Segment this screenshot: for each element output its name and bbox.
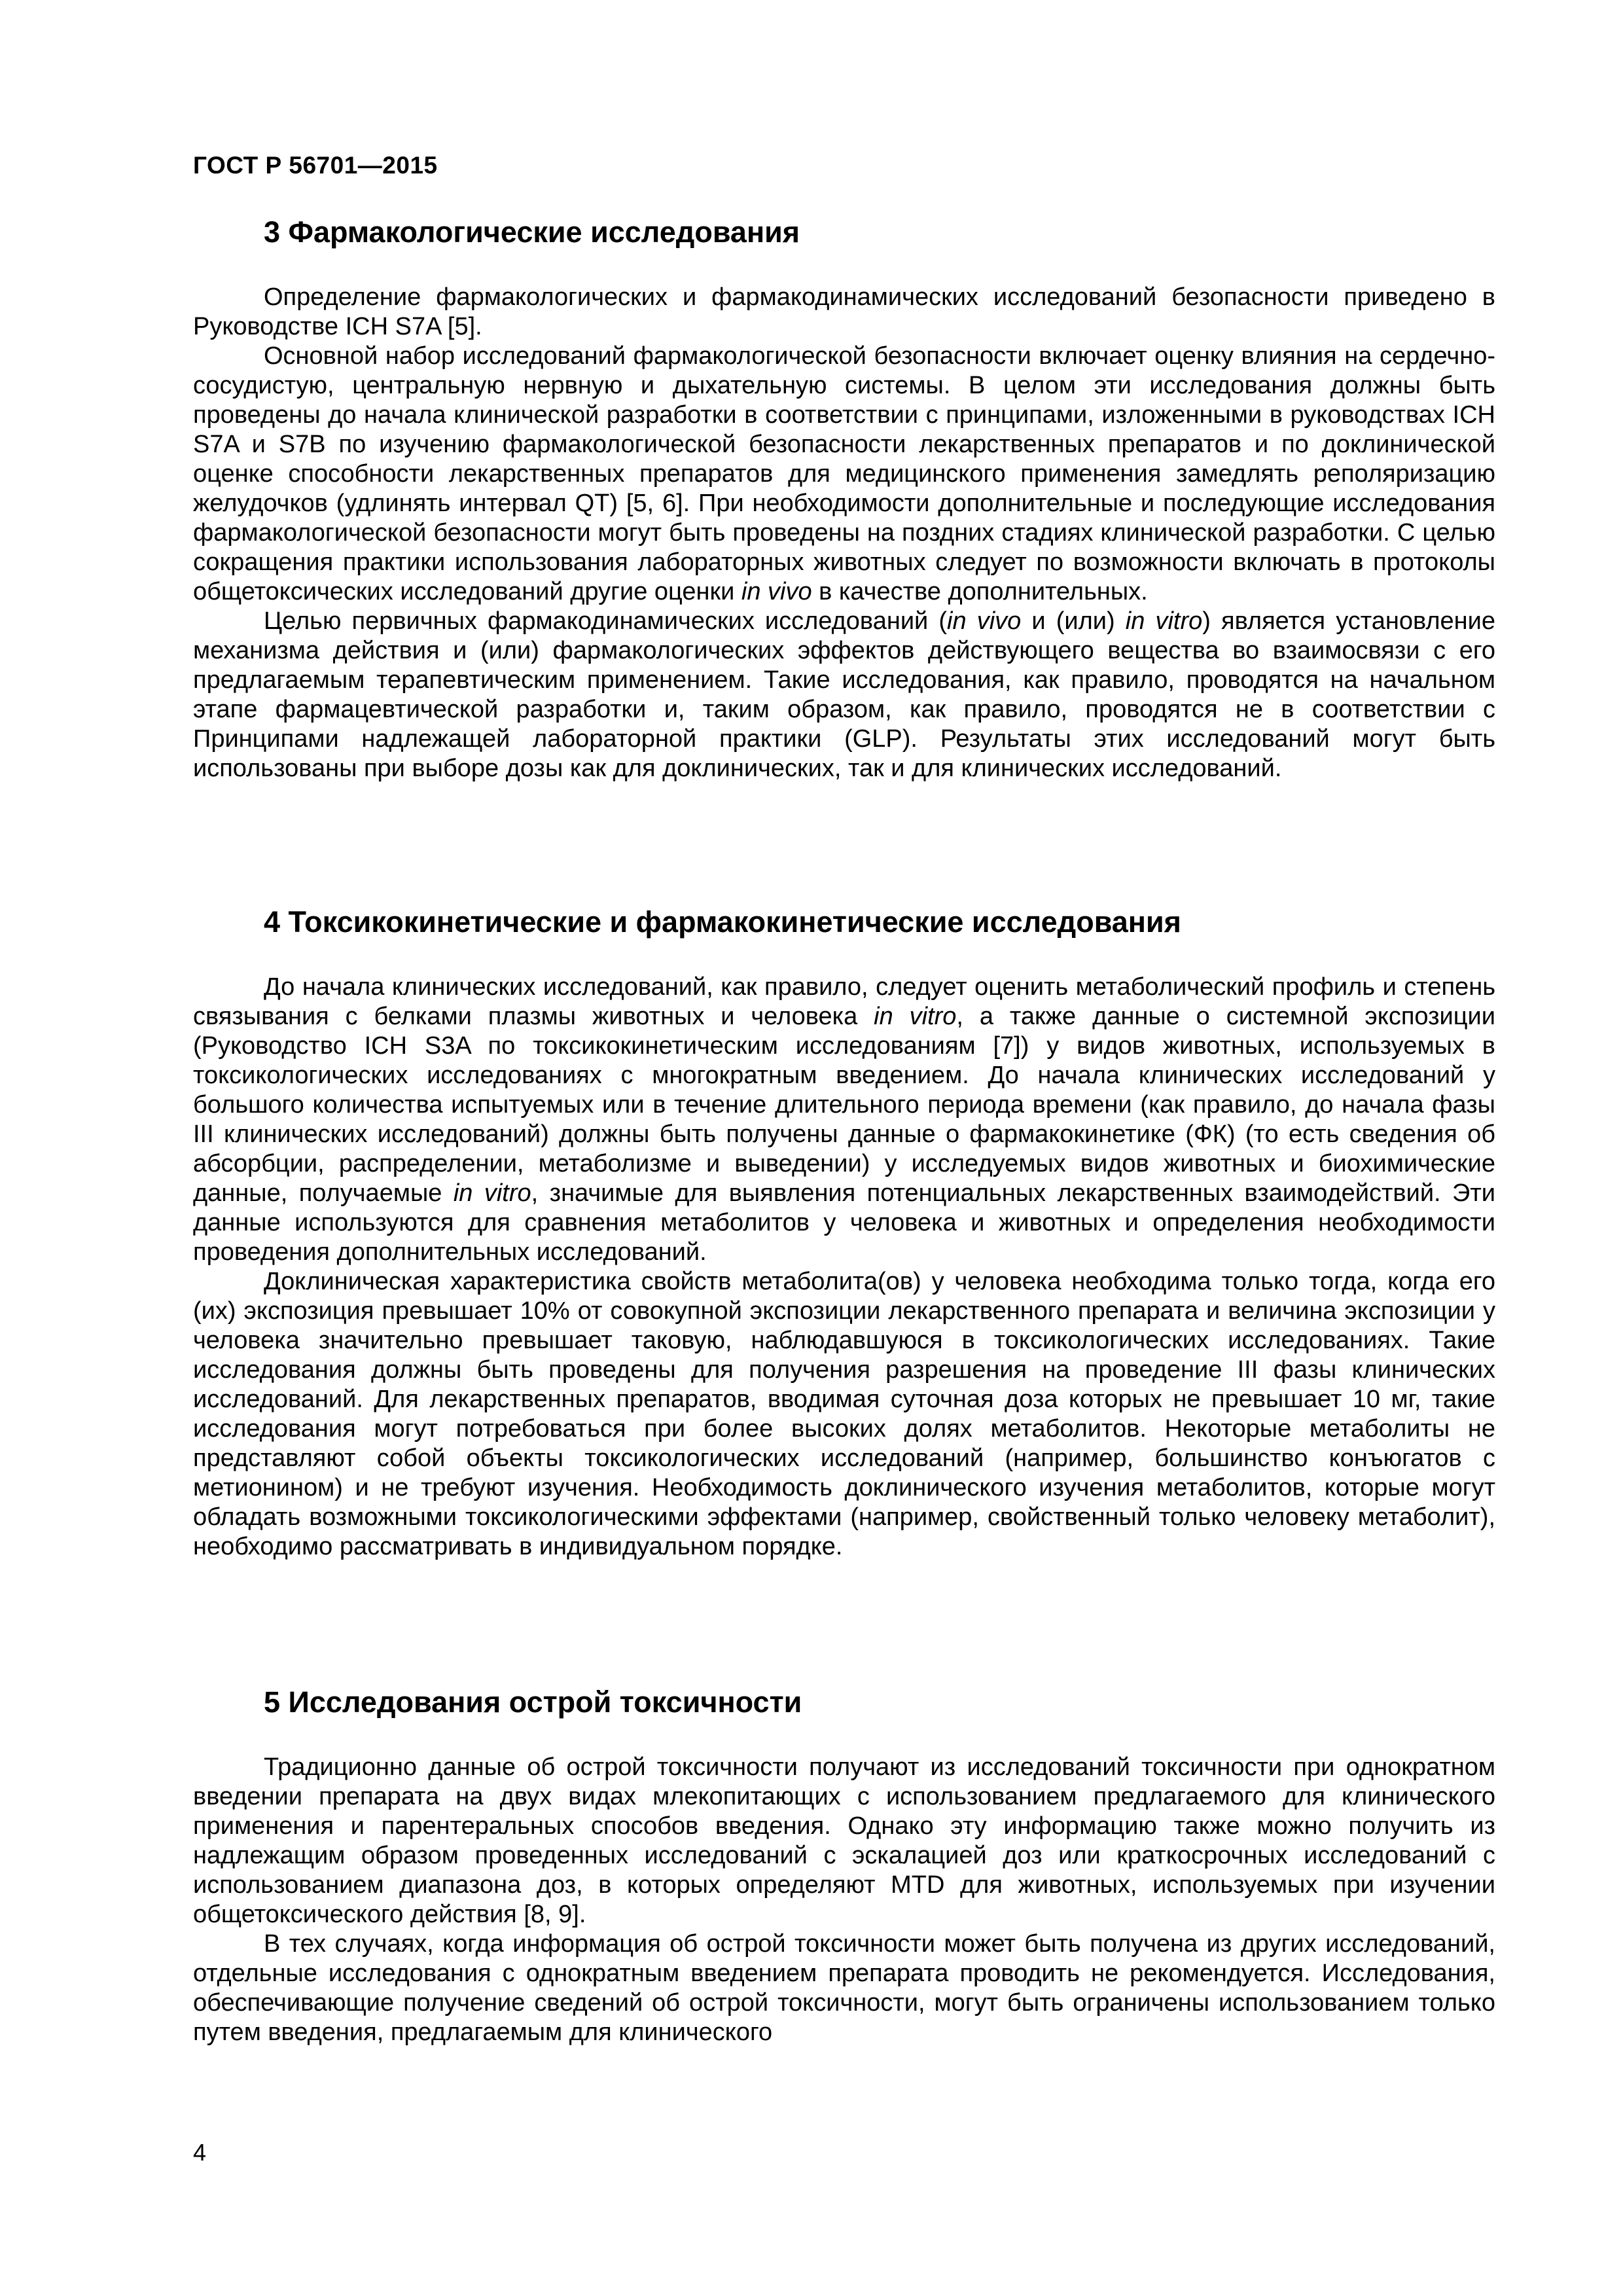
paragraph: До начала клинических исследований, как правило, следует оценить метаболический профиль и степень связывания с белками плазмы животных и человека in vitro, а также данные о системной экспозиции (Руководство ICH S3A по токсикокинетическим исследованиям [7]) у видов животных, используемых в токсикологических исследованиях с многократным введением. До начала клинических исследований у большого количества испытуемых или в течение длительного периода времени (как правило, до начала фазы III клинических исследований) должны быть получены данные о фармакокинетике (ФК) (то есть сведения об абсорбции, распределении, метаболизме и выведении) у исследуемых видов животных и биохимические данные, получаемые in vitro, значимые для выявления потенциальных лекарственных взаимодействий. Эти данные используются для сравнения метаболитов у человека и животных и определения необходимости проведения дополнительных исследований.: [193, 973, 1495, 1266]
section-title: 4 Токсикокинетические и фармакокинетические исследования: [264, 905, 1181, 939]
page-number: 4: [193, 2139, 207, 2166]
document-header: ГОСТ Р 56701—2015: [193, 152, 438, 179]
section-3: [193, 215, 1495, 783]
paragraph: В тех случаях, когда информация об острой токсичности может быть получена из других исследований, отдельные исследования с однократным введением препарата проводить не рекомендуется. Исследования, обеспечивающие получение сведений об острой токсичности, могут быть ограничены использованием только путем введения, предлагаемым для клинического: [193, 1930, 1495, 2046]
section-body: [193, 1753, 1495, 2047]
section-title: 5 Исследования острой токсичности: [264, 1685, 802, 1719]
section-body: [193, 973, 1495, 1562]
document-page: [193, 0, 1495, 2296]
paragraph: Доклиническая характеристика свойств метаболита(ов) у человека необходима только тогда, когда его (их) экспозиция превышает 10% от совокупной экспозиции лекарственного препарата и величина экспозиции у человека значительно превышает таковую, наблюдавшуюся в токсикологических исследованиях. Такие исследования должны быть проведены для получения разрешения на проведение III фазы клинических исследований. Для лекарственных препаратов, вводимая суточная доза которых не превышает 10 мг, такие исследования могут потребоваться при более высоких долях метаболитов. Некоторые метаболиты не представляют собой объекты токсикологических исследований (например, большинство конъюгатов с метионином) и не требуют изучения. Необходимость доклинического изучения метаболитов, которые могут обладать возможными токсикологическими эффектами (например, свойственный только человеку метаболит), необходимо рассматривать в индивидуальном порядке.: [193, 1268, 1495, 1560]
section-5: [193, 1685, 1495, 2047]
section-4: [193, 905, 1495, 1562]
section-body: [193, 283, 1495, 783]
paragraph: Основной набор исследований фармакологической безопасности включает оценку влияния на сердечно-сосудистую, центральную нервную и дыхательную системы. В целом эти исследования должны быть проведены до начала клинической разработки в соответствии с принципами, изложенными в руководствах ICH S7A и S7B по изучению фармакологической безопасности лекарственных препаратов и по доклинической оценке способности лекарственных препаратов для медицинского применения замедлять реполяризацию желудочков (удлинять интервал QT) [5, 6]. При необходимости дополнительные и последующие исследования фармакологической безопасности могут быть проведены на поздних стадиях клинической разработки. С целью сокращения практики использования лабораторных животных следует по возможности включать в протоколы общетоксических исследований другие оценки in vivo в качестве дополнительных.: [193, 342, 1495, 605]
section-title: 3 Фармакологические исследования: [264, 215, 800, 249]
paragraph: Определение фармакологических и фармакодинамических исследований безопасности приведено в Руководстве ICH S7A [5].: [193, 283, 1495, 340]
paragraph: Традиционно данные об острой токсичности получают из исследований токсичности при однократном введении препарата на двух видах млекопитающих с использованием предлагаемого для клинического применения и парентеральных способов введения. Однако эту информацию также можно получить из надлежащим образом проведенных исследований с эскалацией доз или краткосрочных исследований с использованием диапазона доз, в которых определяют MTD для животных, используемых при изучении общетоксического действия [8, 9].: [193, 1753, 1495, 1928]
paragraph: Целью первичных фармакодинамических исследований (in vivo и (или) in vitro) является установление механизма действия и (или) фармакологических эффектов действующего вещества во взаимосвязи с его предлагаемым терапевтическим применением. Такие исследования, как правило, проводятся на начальном этапе фармацевтической разработки и, таким образом, как правило, проводятся не в соответствии с Принципами надлежащей лабораторной практики (GLP). Результаты этих исследований могут быть использованы при выборе дозы как для доклинических, так и для клинических исследований.: [193, 607, 1495, 782]
